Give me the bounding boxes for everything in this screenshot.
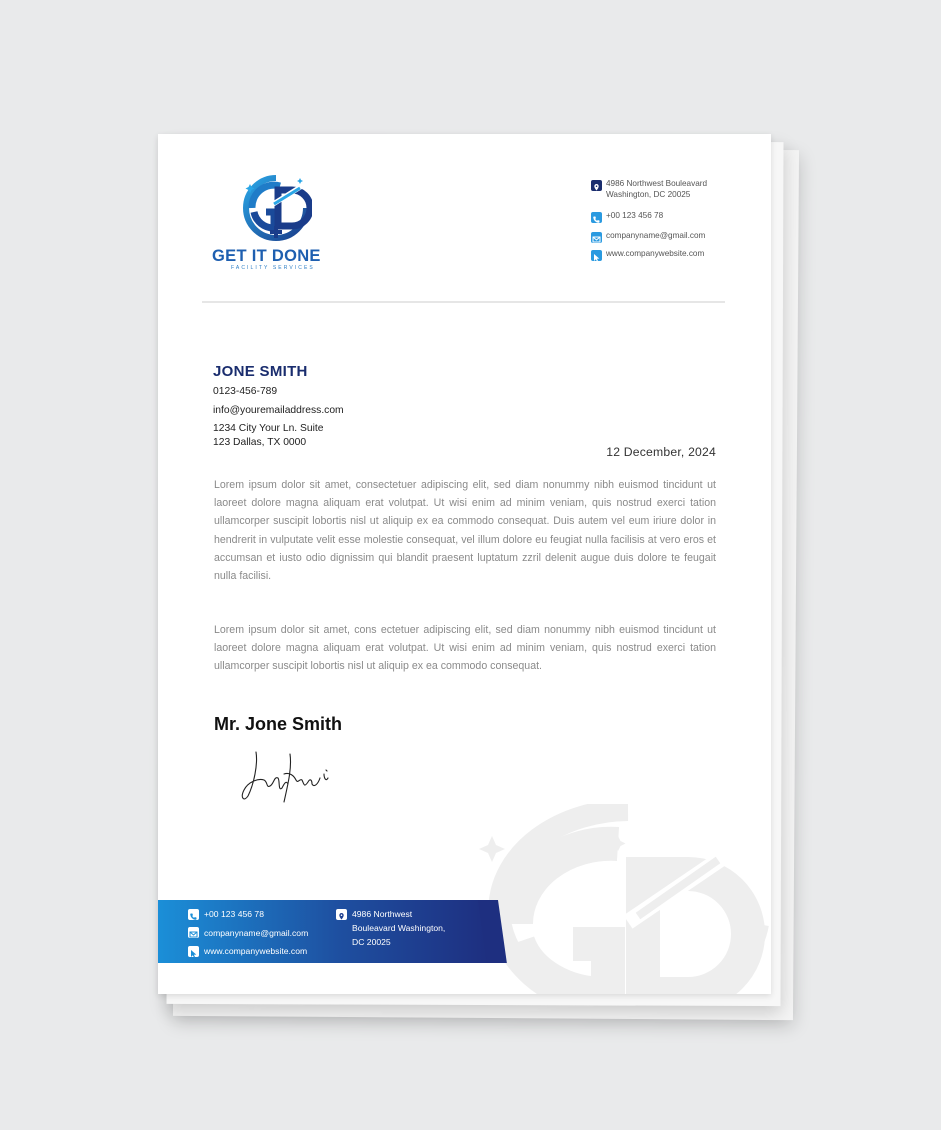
phone-icon bbox=[188, 909, 199, 920]
company-logo bbox=[210, 172, 340, 272]
footer-email-text[interactable]: companyname@gmail.com bbox=[204, 927, 309, 938]
footer-email bbox=[188, 924, 308, 943]
body-paragraph-2: Lorem ipsum dolor sit amet, cons ectetuer adipiscing elit, sed diam nonummy nibh euismod tincidunt ut laoreet dolore magna aliquam erat volutpat. Ut wisi enim ad minim veniam, quis nostrud exerci tation ullamcorper suscipit lobortis nisl ut aliquip ex ea commodo consequat. bbox=[214, 624, 716, 673]
header-address-line2: Washington, DC 20025 bbox=[606, 189, 691, 199]
signer-name: Mr. Jone Smith bbox=[214, 714, 343, 734]
signature-image bbox=[238, 744, 338, 808]
cursor-icon bbox=[591, 250, 602, 261]
cursor-icon bbox=[188, 946, 199, 957]
header-address-line1: 4986 Northwest Bouleavard bbox=[606, 179, 708, 188]
sparkle-icon bbox=[479, 836, 505, 862]
body-paragraph-1: Lorem ipsum dolor sit amet, consectetuer adipiscing elit, sed diam nonummy nibh euismod tincidunt ut laoreet dolore magna aliquam erat volutpat. Ut wisi enim ad minim veniam, quis nostrud exerci tation ullamcorper suscipit lobortis nisl ut aliquip ex ea commodo consequat. Duis autem vel eum iriure dolor in hendrerit in vulputate velit esse molestie consequat, vel illum dolore eu feugiat nulla facilisis at vero eros et accumsan et iusto odio dignissim qui blandit praesent luptatum zzril delenit augue duis dolore te feugait nulla facilisi. bbox=[214, 479, 716, 583]
recipient-email: info@youremailaddress.com bbox=[213, 405, 344, 416]
footer-address-line2: Bouleavard Washington, bbox=[352, 922, 446, 933]
recipient-phone: 0123-456-789 bbox=[213, 386, 278, 397]
email-icon bbox=[591, 232, 602, 243]
footer-phone-text: +00 123 456 78 bbox=[204, 909, 264, 920]
header-divider bbox=[202, 301, 725, 303]
header-email-text[interactable]: companyname@gmail.com bbox=[606, 231, 706, 240]
location-icon bbox=[591, 180, 602, 191]
footer-website-text[interactable]: www.companywebsite.com bbox=[204, 946, 308, 957]
header-website-text[interactable]: www.companywebsite.com bbox=[606, 249, 705, 258]
brand-name: GET IT DONE bbox=[212, 247, 321, 265]
phone-icon bbox=[591, 212, 602, 223]
location-icon bbox=[336, 909, 347, 920]
header-email bbox=[591, 231, 761, 243]
header-phone bbox=[591, 211, 761, 223]
letter-date: 12 December, 2024 bbox=[606, 445, 716, 459]
watermark-logo bbox=[478, 804, 771, 994]
footer-address bbox=[336, 908, 445, 949]
footer-contacts bbox=[188, 905, 308, 961]
letterhead-page bbox=[158, 134, 771, 994]
logo-mark-icon bbox=[240, 172, 312, 244]
header-phone-text: +00 123 456 78 bbox=[606, 211, 664, 220]
recipient-address-line2: 123 Dallas, TX 0000 bbox=[213, 437, 307, 448]
header-address bbox=[591, 179, 761, 200]
brand-tagline: FACILITY SERVICES bbox=[231, 265, 315, 271]
header-contact-block bbox=[591, 179, 761, 267]
email-icon bbox=[188, 927, 199, 938]
footer-website bbox=[188, 942, 308, 961]
footer-phone bbox=[188, 905, 308, 924]
footer-address-line1: 4986 Northwest bbox=[352, 909, 413, 919]
header-website bbox=[591, 249, 761, 261]
footer-address-line3: DC 20025 bbox=[352, 936, 391, 947]
recipient-address-line1: 1234 City Your Ln. Suite bbox=[213, 423, 324, 434]
recipient-name: JONE SMITH bbox=[213, 363, 308, 380]
